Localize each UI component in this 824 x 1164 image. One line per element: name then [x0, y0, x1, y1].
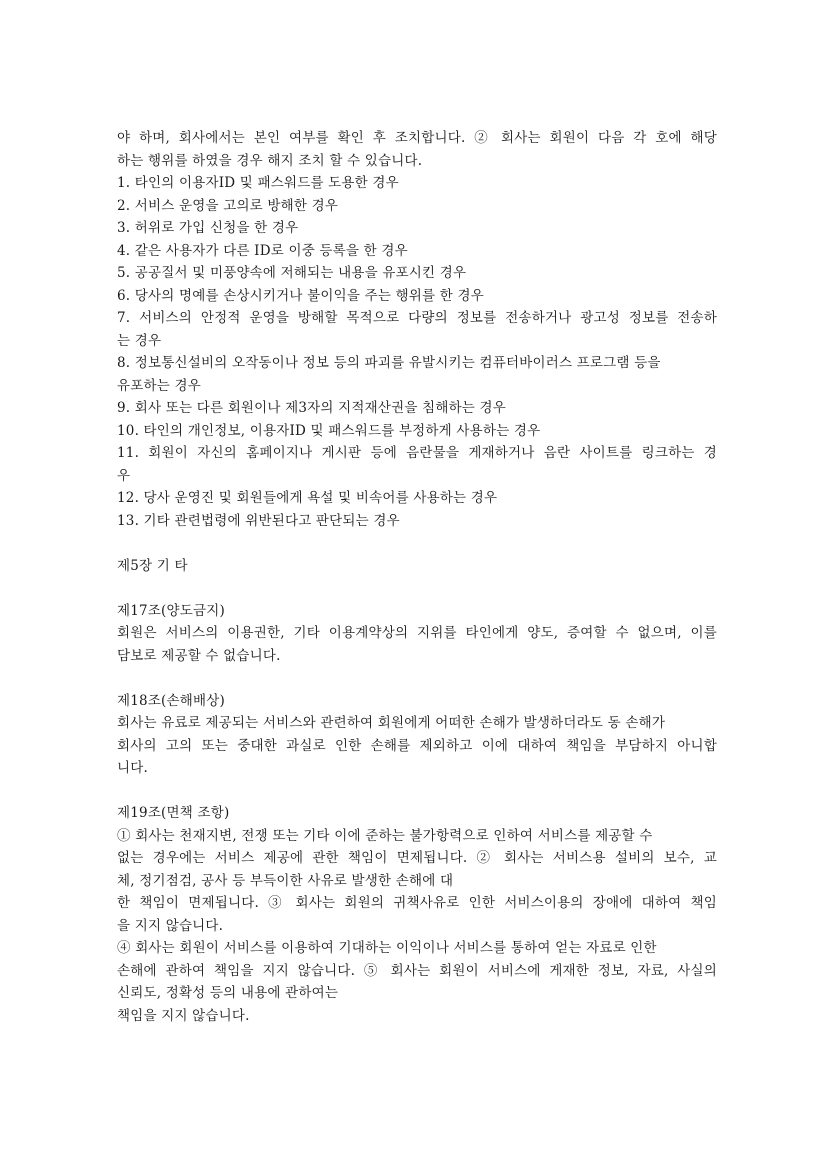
- text-line: 13. 기타 관련법령에 위반된다고 판단되는 경우: [117, 512, 400, 529]
- text-line: 니다.: [117, 760, 148, 776]
- text-line: 제18조(손해배상): [117, 692, 225, 709]
- text-line: 책임을 지지 않습니다.: [117, 1007, 250, 1024]
- text-line: 손해에 관하여 책임을 지지 않습니다. ⑤ 회사는 회원이 서비스에 게재한 정보, 자료, 사실의: [117, 962, 717, 979]
- text-line: 한 책임이 면제됩니다. ③ 회사는 회원의 귀책사유로 인한 서비스이용의 장애에 대하여 책임: [117, 895, 717, 911]
- text-line: 9. 회사 또는 다른 회원이나 제3자의 지적재산권을 침해하는 경우: [117, 400, 507, 416]
- text-line: 야 하며, 회사에서는 본인 여부를 확인 후 조치합니다. ② 회사는 회원이 다음 각 호에 해당: [117, 130, 717, 146]
- text-line: 3. 허위로 가입 신청을 한 경우: [117, 220, 299, 236]
- text-line: 회사의 고의 또는 중대한 과실로 인한 손해를 제외하고 이에 대하여 책임을 부담하지 아니합: [117, 737, 717, 754]
- text-line: 2. 서비스 운영을 고의로 방해한 경우: [117, 197, 339, 214]
- text-line: 1. 타인의 이용자ID 및 패스워드를 도용한 경우: [117, 175, 399, 191]
- text-line: ① 회사는 천재지변, 전쟁 또는 기타 이에 준하는 불가항력으로 인하여 서비스를 제공할 수: [117, 827, 653, 844]
- text-line: 5. 공공질서 및 미풍양속에 저해되는 내용을 유포시킨 경우: [117, 265, 467, 281]
- text-line: 없는 경우에는 서비스 제공에 관한 책임이 면제됩니다. ② 회사는 서비스용 설비의 보수, 교: [117, 850, 717, 866]
- paragraph-gap: [117, 780, 717, 803]
- text-line: 11. 회원이 자신의 홈페이지나 게시판 등에 음란물을 게재하거나 음란 사이트를 링크하는 경: [117, 445, 717, 461]
- text-line: 회원은 서비스의 이용권한, 기타 이용계약상의 지위를 타인에게 양도, 증여할 수 없으며, 이를: [117, 625, 717, 641]
- text-line: 7. 서비스의 안정적 운영을 방해할 목적으로 다량의 정보를 전송하거나 광고성 정보를 전송하: [117, 310, 717, 326]
- paragraph-gap: [117, 577, 717, 600]
- text-line: 유포하는 경우: [117, 377, 201, 394]
- text-line: 8. 정보통신설비의 오작동이나 정보 등의 파괴를 유발시키는 컴퓨터바이러스 프로그램 등을: [117, 355, 661, 371]
- text-line: 제17조(양도금지): [117, 602, 225, 619]
- text-line: 체, 정기점검, 공사 등 부득이한 사유로 발생한 손해에 대: [117, 872, 454, 889]
- text-line: 하는 행위를 하였을 경우 해지 조치 할 수 있습니다.: [117, 152, 423, 169]
- paragraph-gap: [117, 667, 717, 690]
- text-line: 제19조(면책 조항): [117, 805, 230, 821]
- text-line: 4. 같은 사용자가 다른 ID로 이중 등록을 한 경우: [117, 242, 408, 259]
- text-line: 담보로 제공할 수 없습니다.: [117, 647, 281, 664]
- document-body: [117, 127, 717, 1027]
- text-line: 는 경우: [117, 332, 162, 349]
- text-line: 신뢰도, 정확성 등의 내용에 관하여는: [117, 985, 339, 1001]
- text-line: 을 지지 않습니다.: [117, 917, 224, 934]
- text-line: ④ 회사는 회원이 서비스를 이용하여 기대하는 이익이나 서비스를 통하여 얻는 자료로 인한: [117, 940, 657, 956]
- text-line: 12. 당사 운영진 및 회원들에게 욕설 및 비속어를 사용하는 경우: [117, 490, 498, 506]
- text-line: 회사는 유료로 제공되는 서비스와 관련하여 회원에게 어떠한 손해가 발생하더라도 동 손해가: [117, 715, 666, 731]
- text-line: 6. 당사의 명예를 손상시키거나 불이익을 주는 행위를 한 경우: [117, 287, 484, 304]
- text-line: 10. 타인의 개인정보, 이용자ID 및 패스워드를 부정하게 사용하는 경우: [117, 422, 541, 439]
- text-line: 제5장 기 타: [117, 557, 188, 574]
- paragraph-gap: [117, 532, 717, 555]
- text-line: 우: [117, 467, 131, 484]
